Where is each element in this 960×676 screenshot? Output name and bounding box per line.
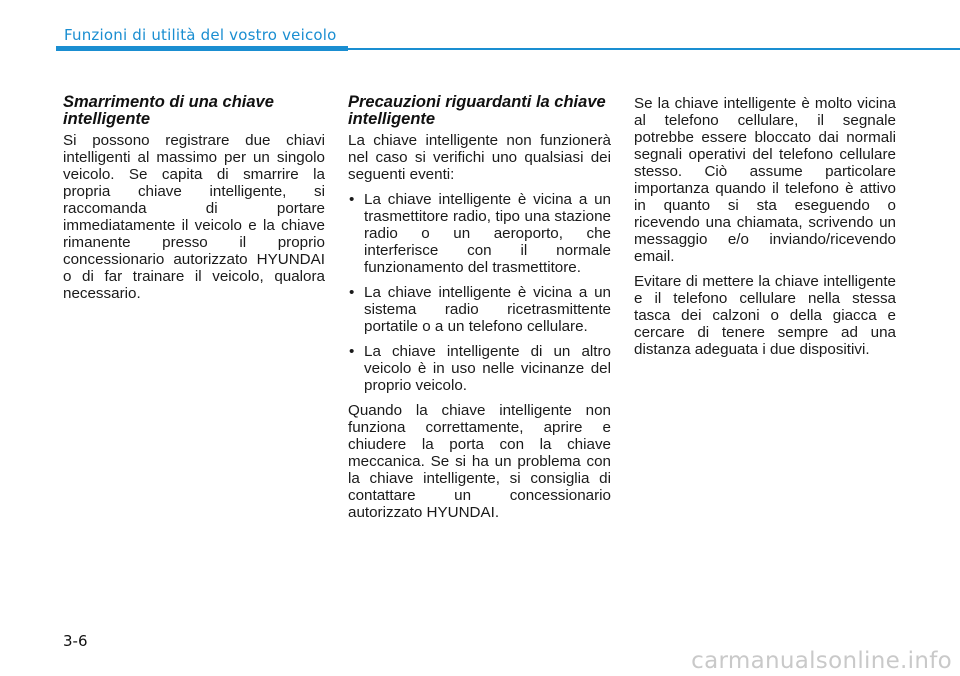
page-number: 3-6 <box>63 632 88 650</box>
list-item: • La chiave intelligente è vicina a un trasmettitore radio, tipo una stazione radio o un aeroporto, che interferisce con il normale funzionamento del trasmettitore. <box>348 191 611 276</box>
watermark: carmanualsonline.info <box>691 648 952 674</box>
paragraph-precautions-outro: Quando la chiave intelligente non funziona correttamente, aprire e chiudere la porta con la chiave meccanica. Se si ha un problema con la chiave intelligente, si consiglia di contattare un concessionario autorizzato HYUNDAI. <box>348 402 611 521</box>
precautions-list <box>348 191 611 394</box>
list-item: • La chiave intelligente di un altro veicolo è in uso nelle vicinanze del proprio veicolo. <box>348 343 611 394</box>
list-item: • La chiave intelligente è vicina a un sistema radio ricetrasmittente portatile o a un telefono cellulare. <box>348 284 611 335</box>
section-header-title: Funzioni di utilità del vostro veicolo <box>64 26 337 44</box>
paragraph-phone-interference: Se la chiave intelligente è molto vicina al telefono cellulare, il segnale potrebbe essere bloccato dai normali segnali operativi del telefono cellulare stesso. Ciò assume particolare importanza quando il telefono è attivo in quanto si sta eseguendo o ricevendo una chiamata, scrivendo un messaggio e/o inviando/ricevendo email. <box>634 95 896 265</box>
column-middle <box>348 94 611 529</box>
header-rule-thin <box>348 48 960 50</box>
header-rule-thick <box>56 46 348 51</box>
column-left <box>63 94 325 310</box>
column-right <box>634 95 896 366</box>
paragraph-lost-key: Si possono registrare due chiavi intelligenti al massimo per un singolo veicolo. Se capita di smarrire la propria chiave intelligente, si raccomanda di portare immediatamente il veicolo e la chiave rimanente presso il proprio concessionario autorizzato HYUNDAI o di far trainare il veicolo, qualora necessario. <box>63 132 325 302</box>
paragraph-phone-separation: Evitare di mettere la chiave intelligente e il telefono cellulare nella stessa tasca dei calzoni o della giacca e cercare di tenere sempre ad una distanza adeguata i due dispositivi. <box>634 273 896 358</box>
section-heading-precautions: Precauzioni riguardanti la chiave intelligente <box>348 93 606 128</box>
section-heading-lost-key: Smarrimento di una chiave intelligente <box>63 93 274 128</box>
paragraph-precautions-intro: La chiave intelligente non funzionerà nel caso si verifichi uno qualsiasi dei seguenti eventi: <box>348 132 611 183</box>
